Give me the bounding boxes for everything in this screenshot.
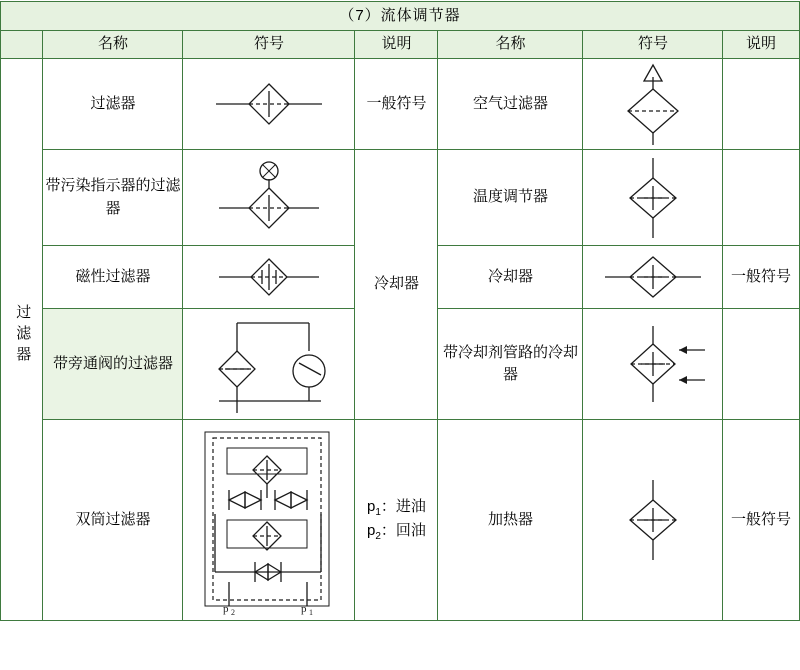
page-title: （7）流体调节器: [1, 2, 799, 31]
symbol-table-page: [0, 1, 800, 670]
table-title-row: [1, 2, 799, 31]
temperature-regulator-icon: [583, 150, 723, 246]
row-5-left-desc: [355, 420, 438, 621]
header-desc-1: 说明: [355, 31, 438, 59]
air-filter-icon: [583, 59, 723, 150]
row-3-right-name: 冷却器: [438, 246, 583, 309]
row-2-left-desc: 冷却器: [355, 150, 438, 420]
row-1-left-desc: 一般符号: [355, 59, 438, 150]
row-4-right-desc: [723, 309, 799, 420]
header-symbol-2: 符号: [583, 31, 723, 59]
svg-text:p: p: [300, 603, 307, 615]
header-desc-2: 说明: [723, 31, 799, 59]
header-corner: [1, 31, 43, 59]
table-row: [1, 420, 799, 621]
cooler-icon: [583, 246, 723, 309]
svg-text:p: p: [222, 603, 229, 615]
row-1-left-name: 过滤器: [43, 59, 183, 150]
table-header-row: [1, 31, 799, 59]
svg-text:1: 1: [308, 608, 313, 617]
magnetic-filter-icon: [183, 246, 355, 309]
table-row: [1, 59, 799, 150]
filter-with-contamination-indicator-icon: [183, 150, 355, 246]
row-1-right-name: 空气过滤器: [438, 59, 583, 150]
table-row: [1, 150, 799, 246]
desc-line-p1: $p_1$：进油: [367, 498, 426, 518]
svg-text:2: 2: [230, 608, 235, 617]
header-symbol-1: 符号: [183, 31, 355, 59]
heater-icon: [583, 420, 723, 621]
group-label-filter: 过滤器: [1, 59, 43, 621]
row-2-left-name: 带污染指示器的过滤器: [43, 150, 183, 246]
duplex-filter-icon: [183, 420, 355, 621]
fluid-regulator-symbol-table: [0, 1, 799, 621]
filter-with-bypass-valve-icon: [183, 309, 355, 420]
filter-general-icon: [183, 59, 355, 150]
header-name-1: 名称: [43, 31, 183, 59]
row-5-left-name: 双筒过滤器: [43, 420, 183, 621]
row-3-left-name: 磁性过滤器: [43, 246, 183, 309]
row-1-right-desc: [723, 59, 799, 150]
row-2-right-name: 温度调节器: [438, 150, 583, 246]
row-5-right-desc: 一般符号: [723, 420, 799, 621]
desc-line-p2: $p_2$：回油: [367, 522, 426, 542]
row-3-right-desc: 一般符号: [723, 246, 799, 309]
row-4-right-name: 带冷却剂管路的冷却器: [438, 309, 583, 420]
header-name-2: 名称: [438, 31, 583, 59]
row-4-left-name: 带旁通阀的过滤器: [43, 309, 183, 420]
row-2-right-desc: [723, 150, 799, 246]
row-5-right-name: 加热器: [438, 420, 583, 621]
cooler-with-coolant-line-icon: [583, 309, 723, 420]
